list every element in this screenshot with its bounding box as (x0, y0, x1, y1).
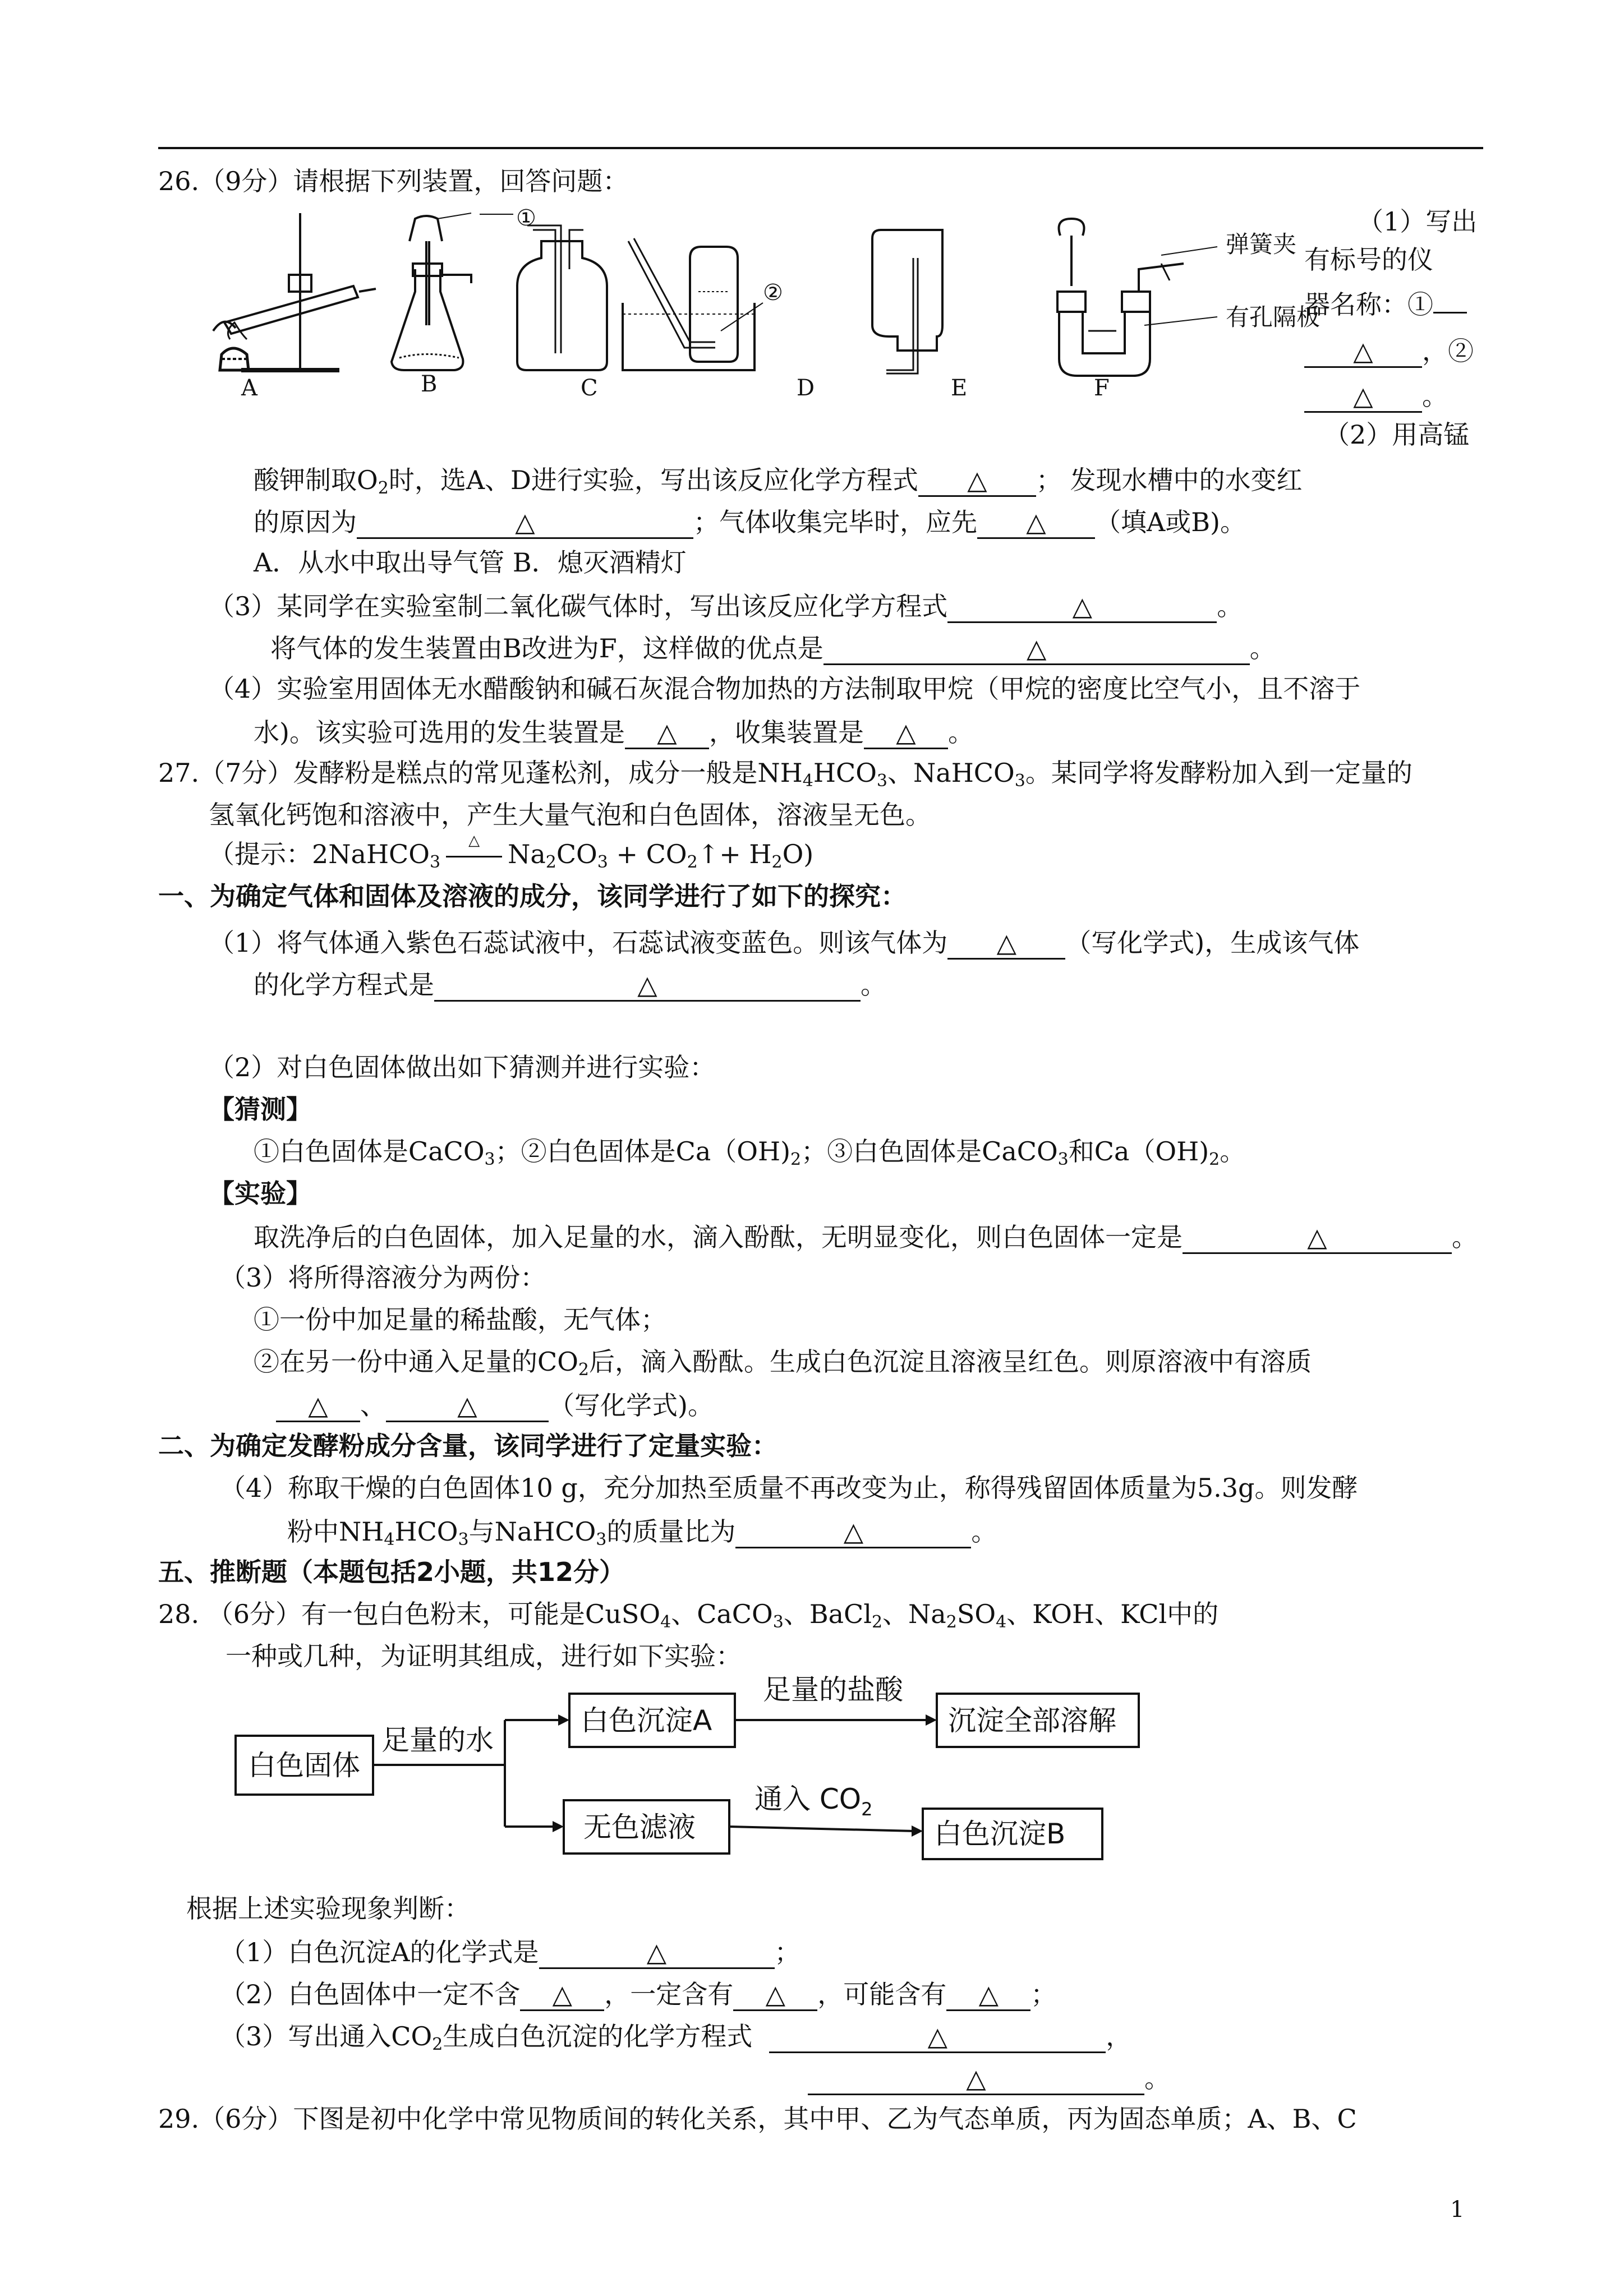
q27-line2: 氢氧化钙饱和溶液中，产生大量气泡和白色固体，溶液呈无色。 (209, 800, 931, 830)
answer-blank[interactable]: △ (1304, 381, 1422, 413)
answer-blank[interactable]: △ (946, 1980, 1030, 2011)
q28-q1: （1）白色沉淀A的化学式是 △ ； (220, 1938, 801, 1969)
answer-blank[interactable]: △ (977, 508, 1095, 539)
answer-blank[interactable]: △ (735, 1517, 971, 1548)
q26-p2-start: （2）用高锰 (1324, 419, 1470, 450)
label-f: F (1094, 375, 1110, 401)
answer-blank[interactable]: △ (625, 718, 709, 749)
q27-p4-line1: （4）称取干燥的白色固体10 g，充分加热至质量不再改变为止，称得残留固体质量为5.3g。则发酵 (220, 1473, 1358, 1503)
answer-blank[interactable]: △ (823, 634, 1250, 665)
experiment-label: 【实验】 (209, 1178, 312, 1209)
apparatus-a (213, 213, 376, 370)
q27-p1-line1: （1）将气体通入紫色石蕊试液中，石蕊试液变蓝色。则该气体为 △ （写化学式)，生成该气体 (209, 928, 1359, 960)
q27-p4-line2: 粉中$NH_4HCO_3$与NaHCO$_3$的质量比为 △ 。 (287, 1516, 997, 1550)
q28-q2: （2）白色固体中一定不含 △ ，一定含有 △ ，可能含有 △ ； (220, 1980, 1056, 2011)
answer-blank[interactable]: △ (386, 1391, 549, 1422)
flow-diagram (224, 1668, 1178, 1882)
answer-blank[interactable]: △ (276, 1391, 360, 1422)
answer-blank[interactable]: △ (864, 718, 948, 749)
section5-title: 五、推断题（本题包括2小题，共12分） (158, 1557, 625, 1587)
flow-step1: 足量的水 (381, 1724, 494, 1756)
q26-p3-line1: （3）某同学在实验室制二氧化碳气体时，写出该反应化学方程式 △ 。 (209, 592, 1243, 623)
q28-line2: 一种或几种，为证明其组成，进行如下实验： (226, 1641, 742, 1671)
label-a: A (241, 375, 257, 401)
header-rule (158, 147, 1483, 149)
apparatus-e (872, 230, 942, 374)
page-number: 1 (1450, 2197, 1465, 2223)
q28-judge: 根据上述实验现象判断： (186, 1893, 470, 1924)
mark-2: ② (763, 280, 783, 306)
q27-hint: （提示：2NaHCO$_3$ △ $Na_2CO_3$ + $CO_2↑+ H_2O$) (209, 832, 814, 872)
q27-p3-line3: ②在另一份中通入足量的$CO_2$后，滴入酚酞。生成白色沉淀且溶液呈红色。则原溶液中有溶质 (254, 1347, 1312, 1380)
q26-p1-blank-row: △ ，② (1304, 336, 1474, 368)
flow-ppt-a: 白色沉淀A (581, 1704, 712, 1737)
spring-clip-label: 弹簧夹 (1226, 230, 1297, 258)
q27-section2: 二、为确定发酵粉成分含量，该同学进行了定量实验： (158, 1431, 778, 1461)
q28-q3: （3）写出通入$CO_2$生成白色沉淀的化学方程式 △ ， (220, 2021, 1132, 2054)
q27-title: 27.（7分）发酵粉是糕点的常见蓬松剂，成分一般是$NH_4HCO_3$、NaHCO$_3$。某同学将发酵粉加入到一定量的 (158, 758, 1413, 791)
q27-p3-line4: △ 、 △ （写化学式)。 (276, 1391, 714, 1422)
q27-section1: 一、为确定气体和固体及溶液的成分，该同学进行了如下的探究： (158, 881, 907, 911)
apparatus-d (623, 238, 763, 370)
q26-p2-line1: 酸钾制取$O_2$时，选A、D进行实验，写出该反应化学方程式 △ ； 发现水槽中的水变红 (254, 465, 1303, 498)
q26-p1-blank-row2: △ 。 (1304, 381, 1448, 413)
flow-dissolve: 沉淀全部溶解 (948, 1704, 1116, 1737)
q27-p2-line1: （2）对白色固体做出如下猜测并进行实验： (209, 1052, 716, 1082)
answer-blank[interactable]: △ (769, 2022, 1106, 2053)
q26-p3-line2: 将气体的发生装置由B改进为F，这样做的优点是 △ 。 (270, 634, 1276, 665)
answer-blank[interactable]: △ (1304, 336, 1422, 368)
mark-1: ① (516, 208, 536, 231)
answer-blank[interactable]: △ (357, 508, 693, 539)
q26-title: 26.（9分）请根据下列装置，回答问题： (158, 166, 629, 196)
flow-step2: 足量的盐酸 (763, 1673, 903, 1706)
q28-q3-cont: △ 。 (808, 2064, 1170, 2095)
label-c: C (581, 375, 598, 401)
apparatus-b (392, 213, 471, 370)
q26-p4-line2: 水)。该实验可选用的发生装置是 △ ，收集装置是 △ 。 (254, 718, 974, 749)
q26-p1-line2: 有标号的仪 (1304, 245, 1433, 275)
answer-blank[interactable]: △ (1183, 1223, 1452, 1254)
label-d: D (797, 375, 815, 401)
q26-p2-line2: 的原因为 △ ；气体收集完毕时，应先 △ （填A或B)。 (254, 508, 1246, 539)
q26-p1-line1: （1）写出 (1358, 206, 1478, 237)
q28-line1: 28. （6分）有一包白色粉末，可能是CuSO$_4$、CaCO$_3$、BaCl$_2$、$Na_2SO_4$、KOH、KCl中的 (158, 1599, 1219, 1632)
flow-start: 白色固体 (248, 1749, 360, 1782)
answer-blank[interactable]: △ (539, 1938, 775, 1969)
apparatus-c (517, 225, 607, 370)
apparatus-f (1057, 219, 1217, 376)
answer-blank[interactable]: △ (733, 1980, 817, 2011)
answer-blank[interactable]: △ (947, 592, 1217, 623)
q26-p1-line3: 器名称：① (1304, 292, 1467, 317)
answer-blank[interactable]: △ (520, 1980, 604, 2011)
q27-p3-line2: ①一份中加足量的稀盐酸，无气体； (254, 1304, 666, 1335)
q29-line1: 29.（6分）下图是初中化学中常见物质间的转化关系，其中甲、乙为气态单质，丙为固态单质；A、B、C (158, 2104, 1357, 2134)
answer-blank[interactable]: △ (918, 465, 1036, 497)
guess-text: ①白色固体是CaCO$_3$；②白色固体是$Ca(OH)_2$；③白色固体是CaCO$_3$和$Ca(OH)_2$。 (254, 1136, 1246, 1169)
q26-p4-line1: （4）实验室用固体无水醋酸钠和碱石灰混合物加热的方法制取甲烷（甲烷的密度比空气小，且不溶于 (209, 674, 1361, 704)
flow-step3: 通入 $CO_2$ (755, 1783, 873, 1820)
experiment-text: 取洗净后的白色固体，加入足量的水，滴入酚酞，无明显变化，则白色固体一定是 △ 。 (254, 1223, 1478, 1254)
q27-p3-line1: （3）将所得溶液分为两份： (220, 1262, 546, 1293)
q27-p1-line2: 的化学方程式是 △ 。 (254, 970, 886, 1002)
flow-filtrate: 无色滤液 (583, 1811, 696, 1843)
flow-ppt-b: 白色沉淀B (934, 1818, 1066, 1850)
label-e: E (951, 375, 968, 401)
q26-p2-options: A．从水中取出导气管 B．熄灭酒精灯 (254, 547, 687, 578)
guess-label: 【猜测】 (209, 1094, 312, 1124)
answer-blank[interactable]: △ (808, 2064, 1144, 2095)
answer-blank[interactable]: △ (434, 970, 861, 1002)
label-b: B (421, 371, 438, 397)
answer-blank[interactable]: △ (947, 928, 1065, 960)
porous-plate-label: 有孔隔板 (1226, 303, 1321, 331)
